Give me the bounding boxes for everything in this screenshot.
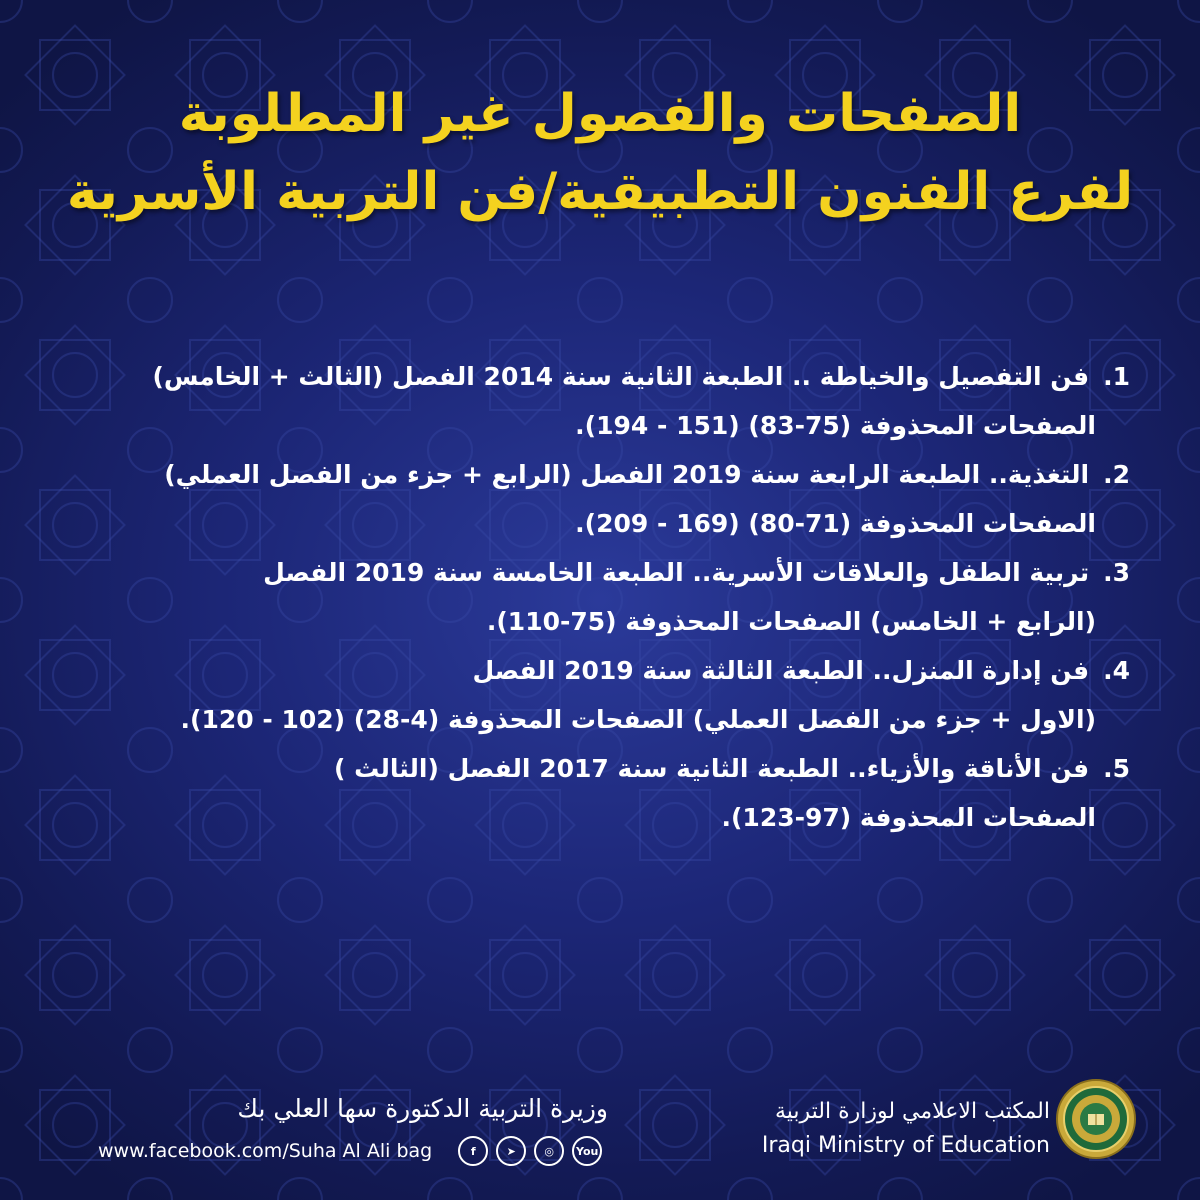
ministry-seal-logo — [1055, 1078, 1137, 1160]
item-line-2: الصفحات المحذوفة (71-80) (169 - 209). — [575, 509, 1096, 538]
telegram-icon[interactable]: ➤ — [496, 1136, 526, 1166]
item-line-1: فن الأناقة والأزياء.. الطبعة الثانية سنة 2017 الفصل (الثالث ) — [333, 754, 1090, 783]
office-name-english: Iraqi Ministry of Education — [761, 1133, 1050, 1158]
list-item — [70, 744, 1130, 842]
minister-credit — [98, 1090, 618, 1166]
deleted-pages-list — [70, 352, 1130, 842]
item-line-1: فن التفصيل والخياطة .. الطبعة الثانية سنة 2014 الفصل (الثالث + الخامس) — [152, 362, 1090, 391]
item-number: 5. — [1103, 754, 1130, 783]
item-line-2: (الاول + جزء من الفصل العملي) الصفحات المحذوفة (4-28) (102 - 120). — [180, 705, 1096, 734]
social-icons — [458, 1136, 602, 1166]
title-line-1: الصفحات والفصول غير المطلوبة — [178, 84, 1022, 144]
youtube-icon-label: You — [576, 1144, 599, 1158]
item-line-2: (الرابع + الخامس) الصفحات المحذوفة (75-110). — [486, 607, 1096, 636]
item-line-1: التغذية.. الطبعة الرابعة سنة 2019 الفصل (الرابع + جزء من الفصل العملي) — [164, 460, 1090, 489]
item-line-1: فن إدارة المنزل.. الطبعة الثالثة سنة 2019 الفصل — [472, 656, 1090, 685]
item-number: 4. — [1103, 656, 1130, 685]
facebook-icon[interactable]: f — [458, 1136, 488, 1166]
page-title — [40, 75, 1160, 231]
title-line-2: لفرع الفنون التطبيقية/فن التربية الأسرية — [66, 162, 1134, 222]
youtube-icon[interactable] — [572, 1136, 602, 1166]
item-line-2: الصفحات المحذوفة (97-123). — [721, 803, 1096, 832]
facebook-url[interactable]: www.facebook.com/Suha Al Ali bag — [98, 1140, 433, 1162]
list-item — [70, 450, 1130, 548]
list-item — [70, 646, 1130, 744]
globe-icon[interactable]: ◎ — [534, 1136, 564, 1166]
item-number: 2. — [1103, 460, 1130, 489]
item-line-2: الصفحات المحذوفة (75-83) (151 - 194). — [575, 411, 1096, 440]
ministry-office-credit — [762, 1095, 1050, 1163]
list-item — [70, 352, 1130, 450]
item-number: 3. — [1103, 558, 1130, 587]
minister-name: وزيرة التربية الدكتورة سها العلي بك — [237, 1094, 608, 1123]
office-name-arabic: المكتب الاعلامي لوزارة التربية — [774, 1099, 1050, 1124]
list-item — [70, 548, 1130, 646]
item-line-1: تربية الطفل والعلاقات الأسرية.. الطبعة الخامسة سنة 2019 الفصل — [263, 558, 1090, 587]
item-number: 1. — [1103, 362, 1130, 391]
